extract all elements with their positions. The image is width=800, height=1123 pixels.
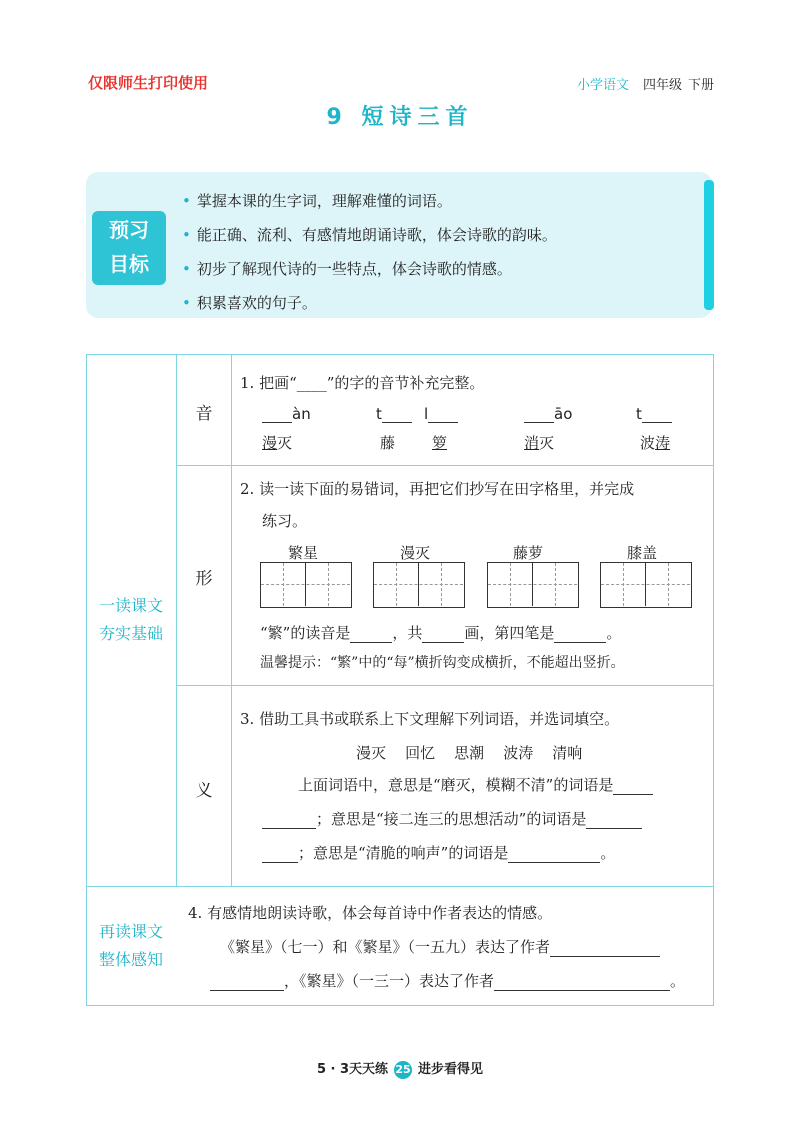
pinyin-blank[interactable] <box>642 404 672 423</box>
grade: 四年级 <box>642 78 682 93</box>
divider <box>231 354 232 886</box>
question-2-line1: 2. 读一读下面的易错词，再把它们抄写在田字格里，并完成 <box>240 480 635 498</box>
goal-item: • 掌握本课的生字词，理解难懂的词语。 <box>182 192 452 210</box>
question-2-line2: 练习。 <box>262 512 308 530</box>
page-number: 25 <box>394 1061 412 1079</box>
answer-blank[interactable] <box>554 624 606 643</box>
tian-grid[interactable] <box>600 562 692 608</box>
question-3-l3: ；意思是“接二连三的思想活动”的词语是 <box>262 808 642 829</box>
divider <box>176 354 177 886</box>
sub-label-meaning: 义 <box>195 781 213 801</box>
section-label-overall: 再读课文 整体感知 <box>98 922 163 969</box>
badge-line2: 目标 <box>109 252 149 276</box>
divider <box>176 465 714 466</box>
word-row: 漫灭 藤 箩 消灭 波涛 <box>262 434 671 452</box>
answer-blank[interactable] <box>422 624 464 643</box>
question-3-l4: ；意思是“清脆的响声”的词语是 。 <box>262 842 615 863</box>
badge-line1: 预习 <box>109 218 149 242</box>
book-info <box>571 74 714 93</box>
answer-blank[interactable] <box>613 776 653 795</box>
pinyin-row: àn t l āo t <box>262 404 702 428</box>
sub-label-sound: 音 <box>195 404 213 424</box>
term: 下册 <box>687 78 714 93</box>
subject: 小学语文 <box>576 78 629 93</box>
question-1: 1. 把画“____”的字的音节补充完整。 <box>240 374 485 392</box>
question-3-l2: 上面词语中，意思是“磨灭，模糊不清”的词语是 <box>298 774 653 795</box>
goal-item: • 积累喜欢的句子。 <box>182 294 317 312</box>
tian-grid[interactable] <box>487 562 579 608</box>
goals-badge <box>92 211 166 285</box>
answer-blank[interactable] <box>210 972 284 991</box>
pinyin-blank[interactable] <box>262 404 292 423</box>
goal-item: • 初步了解现代诗的一些特点，体会诗歌的情感。 <box>182 260 512 278</box>
sub-label-shape: 形 <box>195 569 213 589</box>
answer-blank[interactable] <box>262 810 316 829</box>
question-2-fill: “繁”的读音是 ，共 画，第四笔是 。 <box>260 624 622 642</box>
goal-item: • 能正确、流利、有感情地朗诵诗歌，体会诗歌的韵味。 <box>182 226 557 244</box>
divider <box>86 886 714 887</box>
tian-grid[interactable] <box>373 562 465 608</box>
answer-blank[interactable] <box>586 810 642 829</box>
footer-slogan: 进步看得见 <box>418 1062 484 1077</box>
tian-word: 藤萝 <box>513 544 544 562</box>
tian-word: 漫灭 <box>400 544 431 562</box>
section-label-basics: 一读课文 夯实基础 <box>98 596 163 643</box>
tian-grid[interactable] <box>260 562 352 608</box>
footer <box>0 1058 800 1079</box>
footer-brand: 5 · 3天天练 <box>316 1062 389 1077</box>
question-4-l2: 《繁星》（七一）和《繁星》（一五九）表达了作者 <box>220 936 660 957</box>
divider <box>176 685 714 686</box>
pinyin-blank[interactable] <box>428 404 458 423</box>
question-4: 4. 有感情地朗读诗歌，体会每首诗中作者表达的情感。 <box>188 904 553 922</box>
tian-word: 繁星 <box>288 544 319 562</box>
word-choices: 漫灭 回忆 思潮 波涛 清响 <box>356 744 583 762</box>
pinyin-blank[interactable] <box>382 404 412 423</box>
answer-blank[interactable] <box>550 938 660 957</box>
print-notice: 仅限师生打印使用 <box>88 74 209 92</box>
answer-blank[interactable] <box>262 844 298 863</box>
answer-blank[interactable] <box>508 844 600 863</box>
goal-list <box>182 184 557 320</box>
question-4-l3: ，《繁星》（一三一）表达了作者 。 <box>210 970 685 991</box>
question-3: 3. 借助工具书或联系上下文理解下列词语，并选词填空。 <box>240 710 620 728</box>
goals-accent-bar <box>704 180 714 310</box>
tian-word: 膝盖 <box>627 544 658 562</box>
lesson-title: 9 短诗三首 <box>326 105 474 130</box>
answer-blank[interactable] <box>494 972 670 991</box>
pinyin-blank[interactable] <box>524 404 554 423</box>
answer-blank[interactable] <box>350 624 392 643</box>
question-2-tip: 温馨提示：“繁”中的“每”横折钩变成横折，不能超出竖折。 <box>260 655 625 671</box>
